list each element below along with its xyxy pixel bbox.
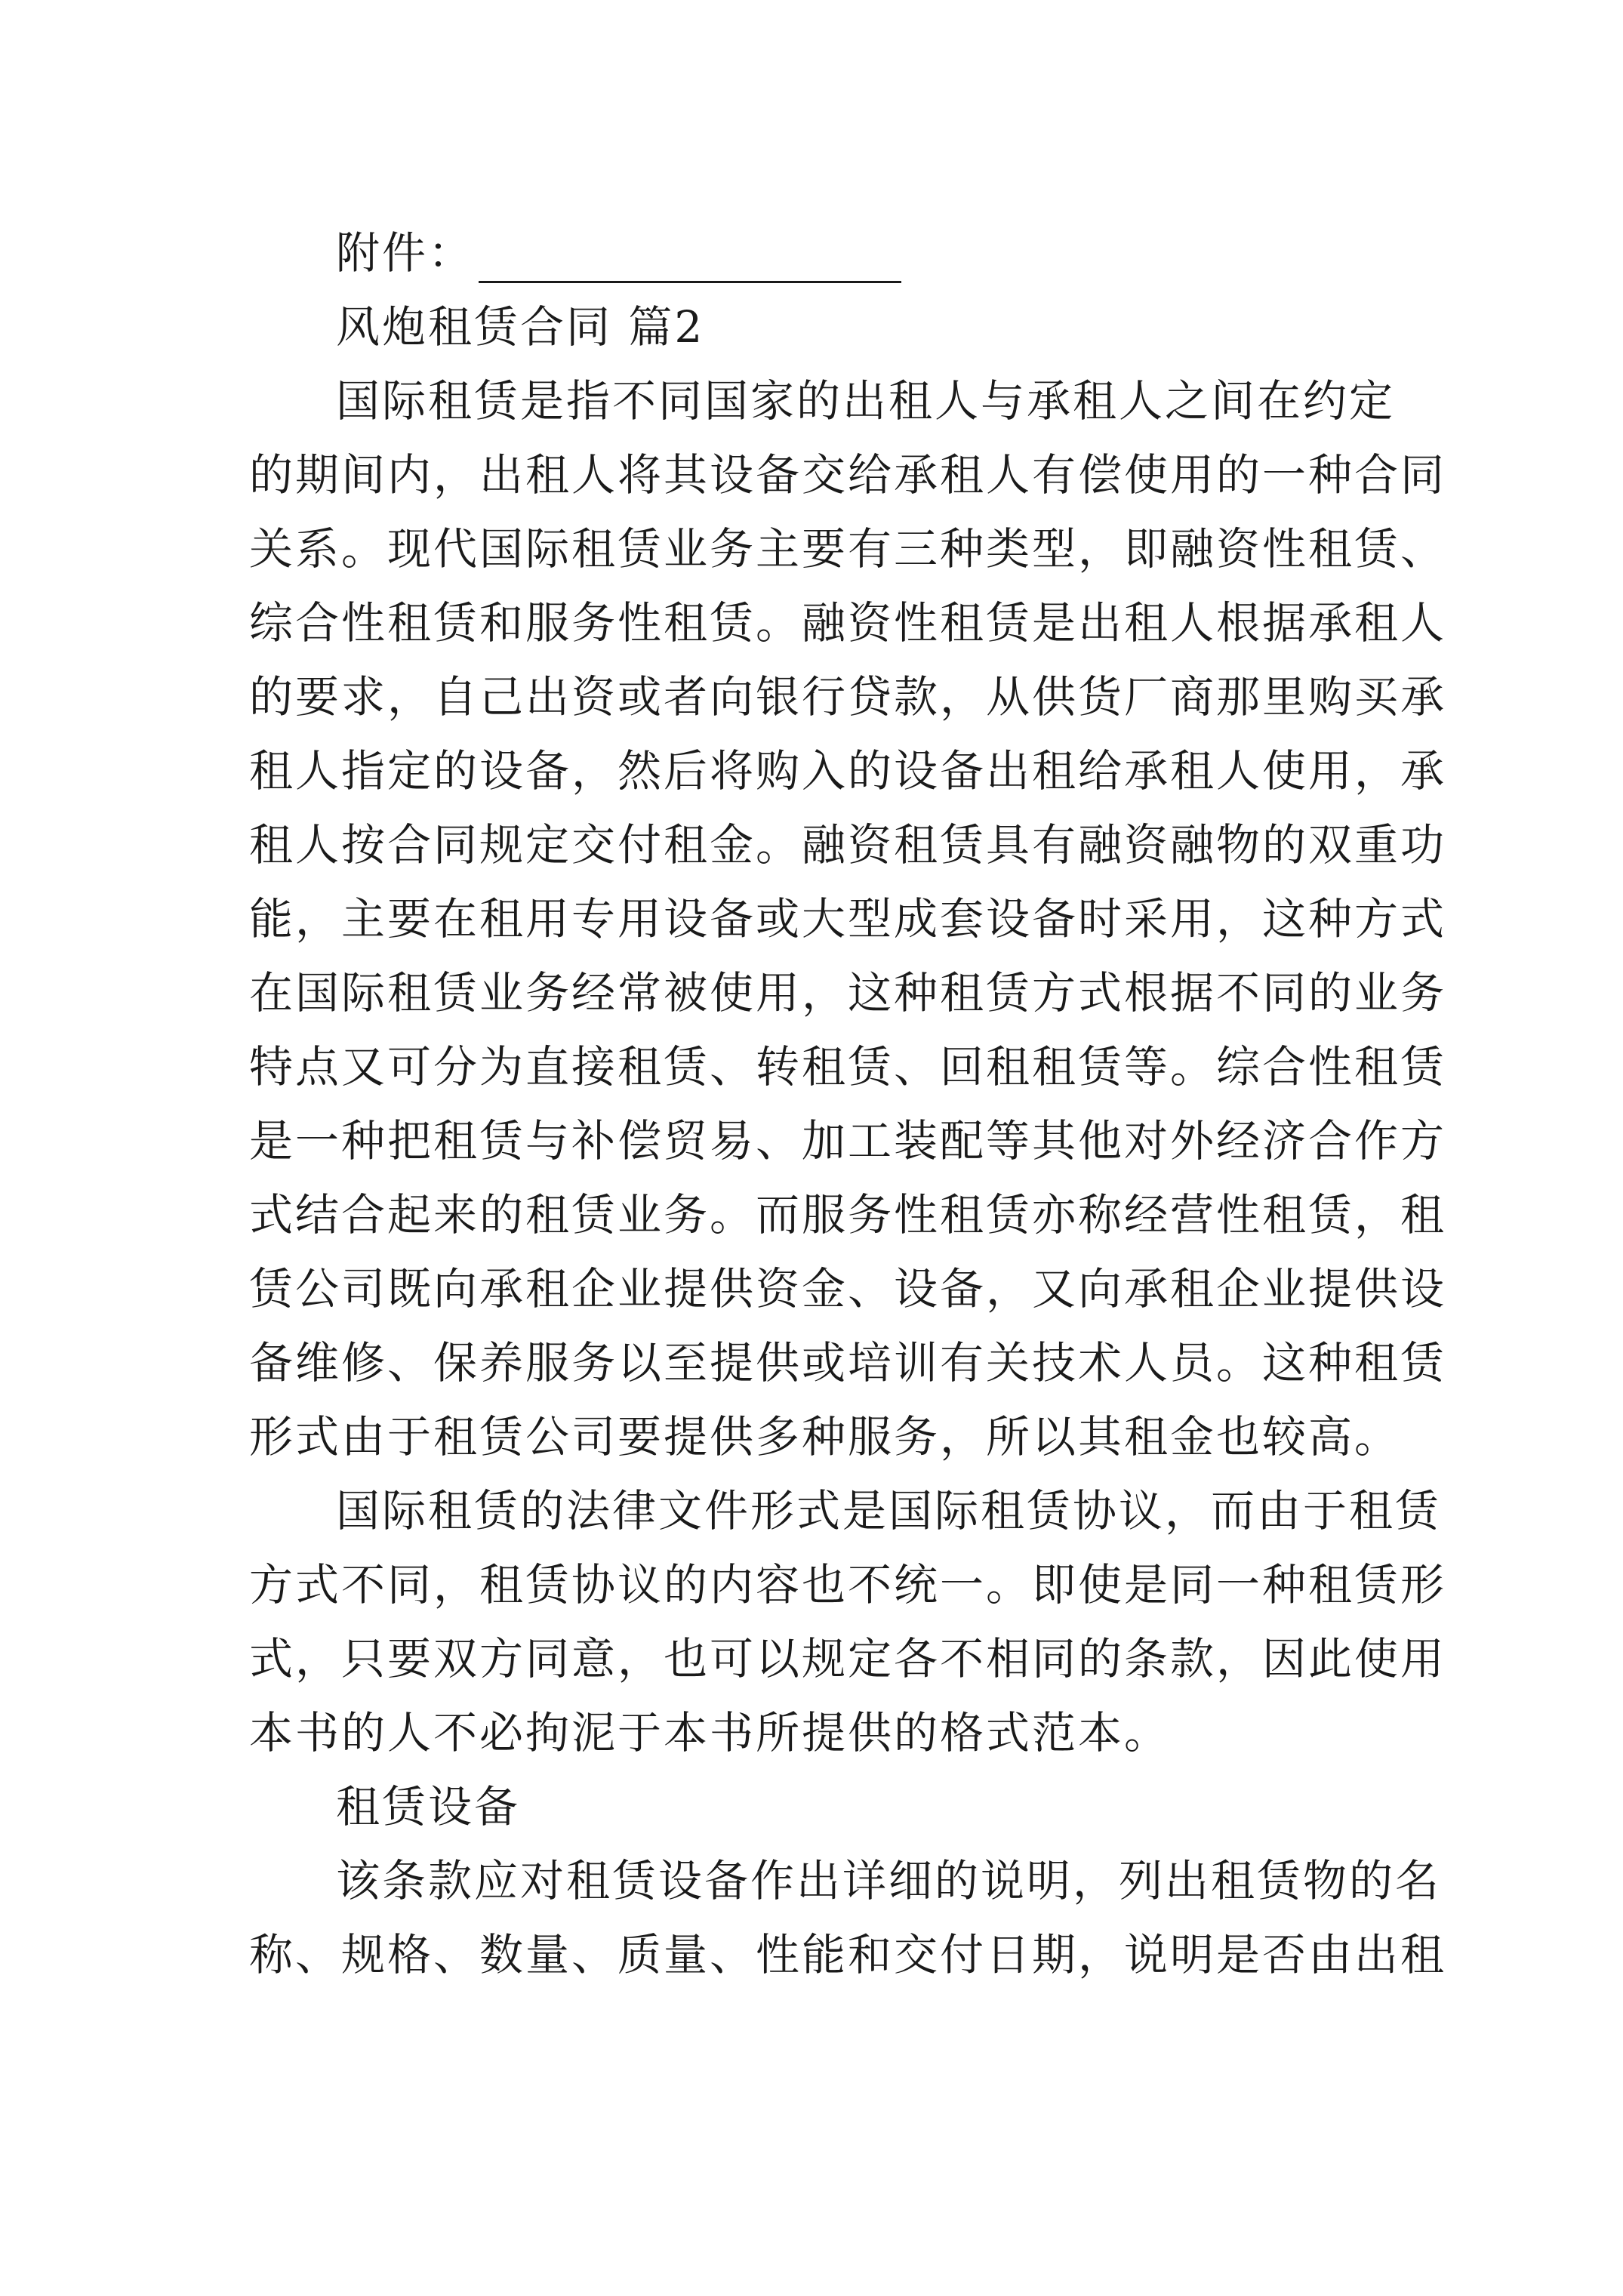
paragraph-line: 赁公司既向承租企业提供资金、设备，又向承租企业提供设 (249, 1263, 1447, 1314)
paragraph-line: 的要求，自己出资或者向银行贷款，从供货厂商那里购买承 (249, 671, 1447, 723)
paragraph-line: 式，只要双方同意，也可以规定各不相同的条款，因此使用 (249, 1633, 1447, 1684)
paragraph-line: 形式由于租赁公司要提供多种服务，所以其租金也较高。 (249, 1411, 1401, 1462)
section-title: 风炮租赁合同 篇2 (336, 301, 705, 353)
attachment-label: 附件： (336, 227, 475, 279)
paragraph-line: 是一种把租赁与补偿贸易、加工装配等其他对外经济合作方 (249, 1115, 1447, 1166)
paragraph-line: 本书的人不必拘泥于本书所提供的格式范本。 (249, 1707, 1171, 1758)
paragraph-line: 备维修、保养服务以至提供或培训有关技术人员。这种租赁 (249, 1337, 1447, 1388)
paragraph-line: 能，主要在租用专用设备或大型成套设备时采用，这种方式 (249, 893, 1447, 945)
paragraph-line: 特点又可分为直接租赁、转租赁、回租租赁等。综合性租赁 (249, 1041, 1447, 1093)
paragraph-line: 国际租赁的法律文件形式是国际租赁协议，而由于租赁 (336, 1485, 1442, 1536)
paragraph-line: 在国际租赁业务经常被使用，这种租赁方式根据不同的业务 (249, 967, 1447, 1019)
attachment-line (336, 223, 901, 283)
paragraph-line: 综合性租赁和服务性租赁。融资性租赁是出租人根据承租人 (249, 597, 1447, 649)
paragraph-line: 租人指定的设备，然后将购入的设备出租给承租人使用，承 (249, 745, 1447, 797)
paragraph-line: 方式不同，租赁协议的内容也不统一。即使是同一种租赁形 (249, 1559, 1447, 1610)
attachment-blank-field (479, 237, 901, 283)
paragraph-line: 关系。现代国际租赁业务主要有三种类型，即融资性租赁、 (249, 523, 1447, 575)
paragraph-line: 该条款应对租赁设备作出详细的说明，列出租赁物的名 (336, 1855, 1442, 1906)
paragraph-line: 称、规格、数量、质量、性能和交付日期，说明是否由出租 (249, 1929, 1447, 1980)
paragraph-line: 式结合起来的租赁业务。而服务性租赁亦称经营性租赁，租 (249, 1189, 1447, 1240)
subsection-heading: 租赁设备 (336, 1781, 521, 1832)
paragraph-line: 租人按合同规定交付租金。融资租赁具有融资融物的双重功 (249, 819, 1447, 871)
paragraph-line: 的期间内，出租人将其设备交给承租人有偿使用的一种合同 (249, 449, 1447, 501)
paragraph-line: 国际租赁是指不同国家的出租人与承租人之间在约定 (336, 375, 1396, 427)
